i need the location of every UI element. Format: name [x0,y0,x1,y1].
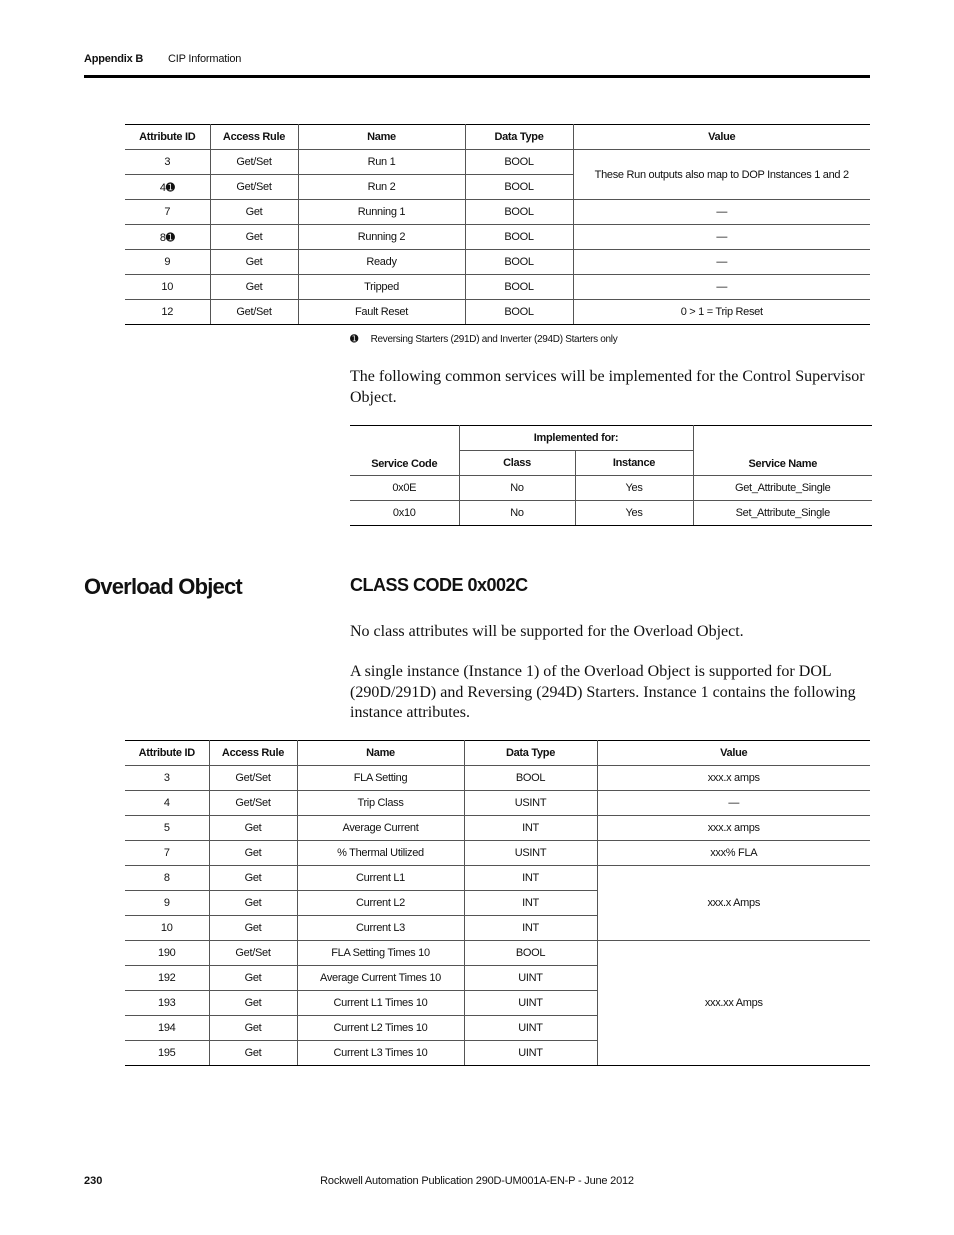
cell-value: 0 > 1 = Trip Reset [573,300,870,325]
cell-value: — [573,250,870,275]
cell-value: xxx.x amps [597,816,870,841]
cell-access-rule: Get/Set [209,941,297,966]
cell-data-type: UINT [464,1041,597,1066]
cell-access-rule: Get/Set [210,300,298,325]
cell-name: Tripped [298,275,465,300]
table-row [125,250,870,275]
cell-attribute-id: 194 [125,1016,209,1041]
cell-attribute-id: 10 [125,275,210,300]
table-row [125,841,870,866]
cell-value: — [573,275,870,300]
cell-data-type: BOOL [465,275,573,300]
cell-data-type: UINT [464,991,597,1016]
cell-name: Fault Reset [298,300,465,325]
cell-attribute-id: 9 [125,250,210,275]
cell-attribute-id: 193 [125,991,209,1016]
header-access-rule: Access Rule [210,125,298,150]
cell-name: Average Current [297,816,464,841]
cell-service-code: 0x10 [350,501,459,526]
header-data-type: Data Type [464,741,597,766]
footnote-marker: ➊ [350,334,359,345]
cell-name: Running 2 [298,225,465,250]
cell-data-type: USINT [464,841,597,866]
cell-access-rule: Get/Set [209,791,297,816]
header-data-type: Data Type [465,125,573,150]
cell-access-rule: Get [209,816,297,841]
cell-value: These Run outputs also map to DOP Instances 1 and 2 [573,150,870,200]
cell-name: % Thermal Utilized [297,841,464,866]
footnote-text: Reversing Starters (291D) and Inverter (294D) Starters only [370,334,618,345]
cell-access-rule: Get [209,1041,297,1066]
section-label: CIP Information [167,53,242,65]
cell-attribute-id: 12 [125,300,210,325]
cell-name: Running 1 [298,200,465,225]
cell-class: No [459,476,575,501]
cell-data-type: UINT [464,966,597,991]
cell-data-type: BOOL [465,150,573,175]
cell-attribute-id: 8 [125,866,209,891]
appendix-label: Appendix B [84,53,144,65]
cell-attribute-id: 10 [125,916,209,941]
cell-data-type: BOOL [465,225,573,250]
control-supervisor-attributes-table [125,124,870,325]
header-implemented-for: Implemented for: [459,426,693,451]
overload-attributes-table [125,740,870,1066]
cell-data-type: INT [464,891,597,916]
cell-name: Current L3 [297,916,464,941]
table-row [350,476,872,501]
cell-value: xxx.x Amps [597,866,870,941]
cell-attribute-id: 4 [125,791,209,816]
cell-name: Ready [298,250,465,275]
cell-data-type: BOOL [465,200,573,225]
cell-data-type: BOOL [465,175,573,200]
page-number: 230 [84,1175,103,1187]
header-value: Value [573,125,870,150]
cell-name: Run 1 [298,150,465,175]
cell-class: No [459,501,575,526]
cell-access-rule: Get [209,891,297,916]
cell-service-name: Get_Attribute_Single [693,476,872,501]
table-row [125,941,870,966]
cell-attribute-id: 3 [125,150,210,175]
header-name: Name [297,741,464,766]
table-row [125,225,870,250]
cell-name: Trip Class [297,791,464,816]
cell-access-rule: Get [209,841,297,866]
cell-value: — [597,791,870,816]
cell-attribute-id: 192 [125,966,209,991]
cell-attribute-id: 5 [125,816,209,841]
header-service-name: Service Name [693,426,872,476]
table-header-row [350,426,872,451]
cell-data-type: INT [464,916,597,941]
cell-service-name: Set_Attribute_Single [693,501,872,526]
cell-access-rule: Get [210,250,298,275]
cell-access-rule: Get/Set [210,175,298,200]
cell-attribute-id: 7 [125,200,210,225]
cell-name: Run 2 [298,175,465,200]
header-value: Value [597,741,870,766]
cell-attribute-id: 195 [125,1041,209,1066]
header-service-code: Service Code [350,426,459,476]
cell-value: xxx.x amps [597,766,870,791]
instance-paragraph: A single instance (Instance 1) of the Overload Object is supported for DOL (290D/291D) and Reversing (294D) Starters. Instance 1 contains the following instance attributes. [350,663,856,721]
services-paragraph: The following common services will be implemented for the Control Supervisor Object. [350,368,865,406]
table-row [125,200,870,225]
cell-instance: Yes [575,501,693,526]
cell-access-rule: Get/Set [210,150,298,175]
footer-publication: Rockwell Automation Publication 290D-UM001A-EN-P - June 2012 [320,1175,634,1187]
cell-attribute-id: 4➊ [125,175,210,200]
cell-access-rule: Get [209,866,297,891]
header-access-rule: Access Rule [209,741,297,766]
cell-attribute-id: 8➊ [125,225,210,250]
table-header-row [125,125,870,150]
cell-attribute-id: 3 [125,766,209,791]
cell-access-rule: Get [210,275,298,300]
table-row [125,275,870,300]
cell-attribute-id: 7 [125,841,209,866]
cell-name: FLA Setting [297,766,464,791]
cell-name: Average Current Times 10 [297,966,464,991]
table-row [125,866,870,891]
table-row [125,766,870,791]
cell-data-type: BOOL [465,250,573,275]
cell-attribute-id: 9 [125,891,209,916]
running-header [84,53,241,65]
cell-data-type: BOOL [464,941,597,966]
cell-access-rule: Get [209,1016,297,1041]
cell-value: xxx.xx Amps [597,941,870,1066]
cell-data-type: BOOL [465,300,573,325]
cell-value: xxx% FLA [597,841,870,866]
table-footnote [350,334,617,345]
cell-value: — [573,225,870,250]
table-row [125,300,870,325]
cell-data-type: INT [464,816,597,841]
cell-name: Current L3 Times 10 [297,1041,464,1066]
cell-name: FLA Setting Times 10 [297,941,464,966]
cell-value: — [573,200,870,225]
header-instance: Instance [575,451,693,476]
header-attribute-id: Attribute ID [125,741,209,766]
cell-name: Current L2 Times 10 [297,1016,464,1041]
cell-access-rule: Get/Set [209,766,297,791]
header-rule [84,75,870,78]
cell-data-type: UINT [464,1016,597,1041]
table-row [125,791,870,816]
cell-data-type: BOOL [464,766,597,791]
header-class: Class [459,451,575,476]
cell-name: Current L1 [297,866,464,891]
cell-access-rule: Get [210,225,298,250]
table-row [125,816,870,841]
cell-instance: Yes [575,476,693,501]
cell-access-rule: Get [209,916,297,941]
cell-data-type: INT [464,866,597,891]
cell-attribute-id: 190 [125,941,209,966]
cell-access-rule: Get [209,991,297,1016]
services-table [350,425,872,526]
table-row [125,150,870,175]
cell-name: Current L2 [297,891,464,916]
header-name: Name [298,125,465,150]
cell-access-rule: Get [209,966,297,991]
table-row [350,501,872,526]
no-class-paragraph: No class attributes will be supported for the Overload Object. [350,623,744,640]
cell-data-type: USINT [464,791,597,816]
table-header-row [125,741,870,766]
cell-access-rule: Get [210,200,298,225]
cell-name: Current L1 Times 10 [297,991,464,1016]
section-title: Overload Object [84,574,242,599]
class-code-heading: CLASS CODE 0x002C [350,575,528,595]
cell-service-code: 0x0E [350,476,459,501]
header-attribute-id: Attribute ID [125,125,210,150]
